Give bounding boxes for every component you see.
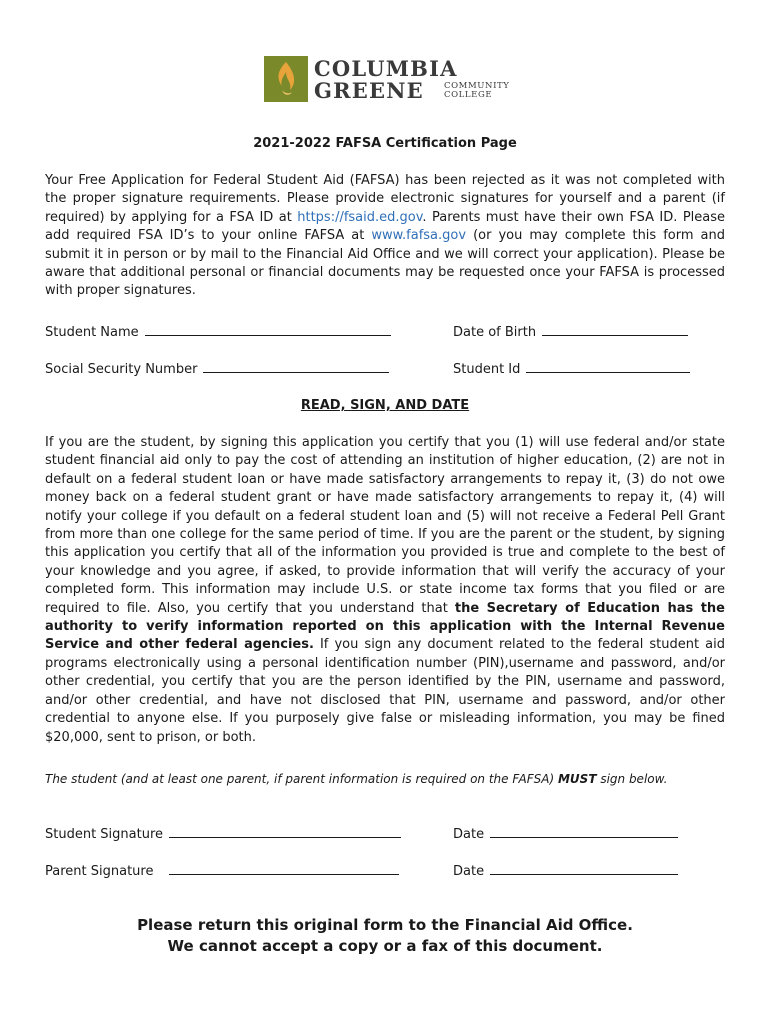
- parent-signature-field[interactable]: [45, 861, 399, 879]
- cert-text-1: If you are the student, by signing this application you certify that you (1) will use federal and/or state student financial aid only to pay the cost of attending an institution of higher education, (2) are not in default on a federal student loan or have made satisfactory arrangements to repay it, (3) do not owe money back on a federal student grant or have made satisfactory arrangements to repay it, (4) will notify your college if you default on a federal student loan and (5) will not receive a Federal Pell Grant from more than one college for the same period of time. If you are the parent or the student, by signing this application you certify that all of the information you provided is true and complete to the best of your knowledge and you agree, if asked, to provide information that will verify the accuracy of your completed form. This information may include U.S. or state income tax forms that you filed or are required to file. Also, you certify that you understand that: [45, 435, 725, 616]
- fsaid-link[interactable]: https://fsaid.ed.gov: [297, 209, 423, 225]
- no-copy-notice: We cannot accept a copy or a fax of this document.: [167, 937, 603, 955]
- student-signature-label: Student Signature: [45, 827, 164, 842]
- page-title: 2021-2022 FAFSA Certification Page: [253, 136, 517, 151]
- date-of-birth-line[interactable]: [542, 322, 688, 336]
- logo-sub-college: COLLEGE: [444, 90, 493, 100]
- intro-text-3: (or you may complete this form and submit it in person or by mail to the Financial Aid Office and we will correct your application). Please be aware that additional personal or financial documents may be requested once your FAFSA is processed with proper signatures.: [45, 228, 725, 299]
- logo-text-greene: GREENE: [314, 78, 424, 103]
- parent-date-line[interactable]: [490, 861, 678, 875]
- note-text-1: The student (and at least one parent, if parent information is required on the FAFSA): [45, 772, 558, 786]
- note-must: MUST: [557, 772, 597, 786]
- student-date-line[interactable]: [490, 824, 678, 838]
- flame-logo-icon: [264, 56, 308, 102]
- signature-note: [45, 772, 667, 786]
- logo-sub-community: COMMUNITY: [444, 81, 510, 91]
- date-of-birth-field[interactable]: [453, 322, 688, 340]
- intro-paragraph: [45, 172, 725, 301]
- intro-text-1: Your Free Application for Federal Student Aid (FAFSA) has been rejected as it was not completed with the proper signature requirements. Please provide electronic signatures for yourself and a parent (if required) by applying for a FSA ID at: [45, 173, 725, 225]
- student-date-label: Date: [453, 827, 485, 842]
- fafsa-link[interactable]: www.fafsa.gov: [371, 228, 467, 244]
- student-signature-field[interactable]: [45, 824, 401, 842]
- student-id-line[interactable]: [526, 359, 690, 373]
- parent-signature-line[interactable]: [169, 861, 399, 875]
- logo-text-columbia: COLUMBIA: [314, 56, 458, 81]
- student-date-field[interactable]: [453, 824, 678, 842]
- return-instruction: Please return this original form to the Financial Aid Office.: [137, 916, 633, 934]
- intro-text-2: . Parents must have their own FSA ID. Please add required FSA ID’s to your online FAFSA at: [45, 209, 725, 244]
- student-name-field[interactable]: [45, 322, 391, 340]
- ssn-line[interactable]: [203, 359, 389, 373]
- date-of-birth-label: Date of Birth: [453, 325, 537, 340]
- ssn-label: Social Security Number: [45, 362, 198, 377]
- student-signature-line[interactable]: [169, 824, 401, 838]
- parent-signature-label: Parent Signature: [45, 864, 154, 879]
- certification-paragraph: [45, 434, 725, 747]
- logo-text-community-college: [444, 82, 510, 100]
- student-id-field[interactable]: [453, 359, 690, 377]
- college-logo: [264, 56, 514, 106]
- cert-text-2: If you sign any document related to the federal student aid programs electronically using a personal identification number (PIN),username and password, and/or other credential, you certify that you are the person identified by the PIN, username and password, and/or other credential, and have not disclosed that PIN, username and password, and/or other credential to anyone else. If you purposely give false or misleading information, you may be fined $20,000, sent to prison, or both.: [45, 637, 725, 745]
- parent-date-label: Date: [453, 864, 485, 879]
- parent-date-field[interactable]: [453, 861, 678, 879]
- student-name-label: Student Name: [45, 325, 139, 340]
- read-sign-date-heading: READ, SIGN, AND DATE: [300, 398, 470, 413]
- ssn-field[interactable]: [45, 359, 389, 377]
- note-text-2: sign below.: [596, 772, 668, 786]
- student-name-line[interactable]: [145, 322, 391, 336]
- cert-bold-text: the Secretary of Education has the authority to verify information reported on this application with the Internal Revenue Service and other federal agencies.: [45, 600, 725, 653]
- student-id-label: Student Id: [453, 362, 521, 377]
